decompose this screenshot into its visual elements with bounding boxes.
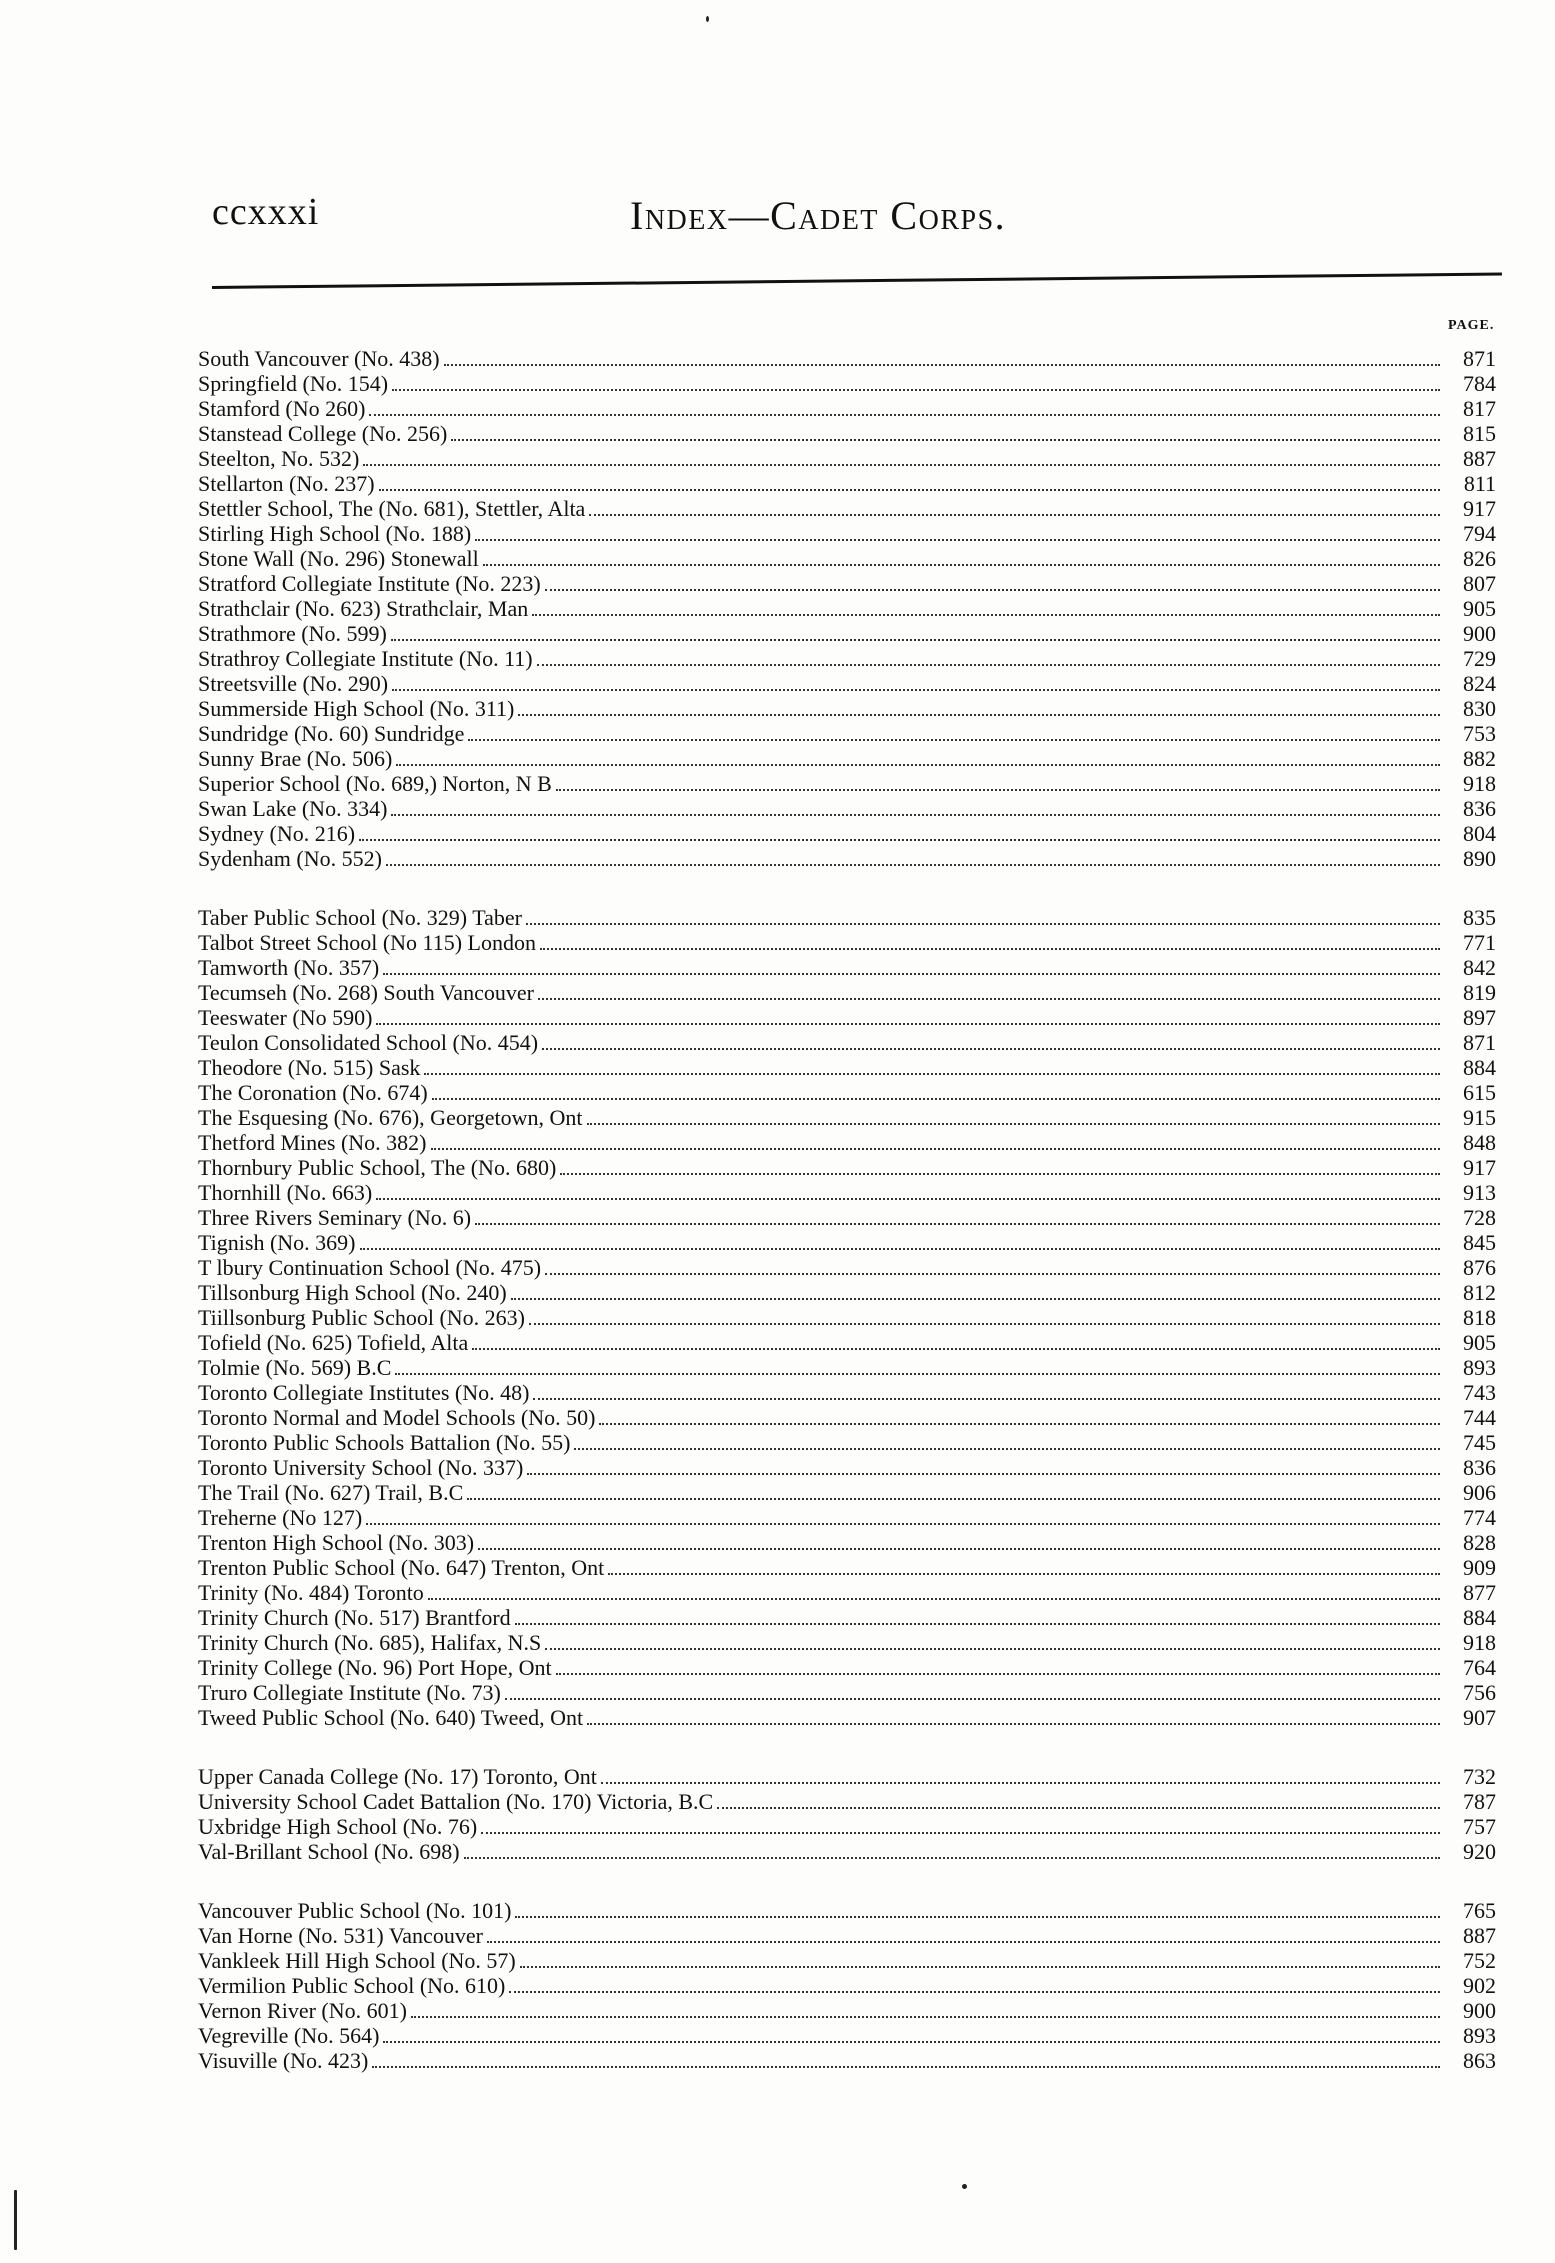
index-entry	[198, 1080, 1496, 1105]
entry-page-number: 906	[1463, 1480, 1496, 1505]
entry-page-number: 815	[1463, 421, 1496, 446]
entry-name: The Coronation (No. 674)	[198, 1080, 428, 1105]
index-entry	[198, 1355, 1496, 1380]
index-entry	[198, 1180, 1496, 1205]
page-number: ccxxxi	[212, 191, 320, 233]
scan-speck	[14, 2190, 17, 2250]
entry-page-number: 794	[1463, 521, 1496, 546]
dot-leader	[451, 423, 1440, 441]
entry-page-number: 917	[1463, 1155, 1496, 1180]
entry-name: Swan Lake (No. 334)	[198, 796, 388, 821]
entry-name: Trenton High School (No. 303)	[198, 1530, 475, 1555]
entry-page-number: 753	[1463, 721, 1496, 746]
dot-leader	[587, 1707, 1440, 1725]
dot-leader	[587, 1107, 1440, 1125]
dot-leader	[475, 523, 1440, 541]
entry-name: Vankleek Hill High School (No. 57)	[198, 1948, 516, 1973]
running-head-title: Index—Cadet Corps.	[630, 193, 1007, 238]
index-entry	[198, 821, 1496, 846]
index-entry	[198, 1998, 1496, 2023]
index-entry	[198, 596, 1496, 621]
entry-name: University School Cadet Battalion (No. 170) Victoria, B.C	[198, 1789, 714, 1814]
entry-name: Toronto University School (No. 337)	[198, 1455, 524, 1480]
entry-name: Tolmie (No. 569) B.C	[198, 1355, 392, 1380]
index-entry	[198, 1005, 1496, 1030]
entry-page-number: 917	[1463, 496, 1496, 521]
entry-name: Van Horne (No. 531) Vancouver	[198, 1923, 483, 1948]
entry-page-number: 757	[1463, 1814, 1496, 1839]
entry-page-number: 804	[1463, 821, 1496, 846]
dot-leader	[360, 1232, 1441, 1250]
index-entry	[198, 521, 1496, 546]
dot-leader	[538, 982, 1440, 1000]
entry-page-number: 787	[1463, 1789, 1496, 1814]
entry-name: Tofield (No. 625) Tofield, Alta	[198, 1330, 469, 1355]
entry-page-number: 884	[1463, 1605, 1496, 1630]
dot-leader	[533, 1382, 1440, 1400]
entry-page-number: 835	[1463, 905, 1496, 930]
scan-speck	[706, 16, 709, 22]
entry-page-number: 890	[1463, 846, 1496, 871]
entry-name: T lbury Continuation School (No. 475)	[198, 1255, 542, 1280]
index-entry	[198, 771, 1496, 796]
index-entry	[198, 1898, 1496, 1923]
page-column-label: PAGE.	[1448, 318, 1495, 333]
dot-leader	[478, 1532, 1440, 1550]
entry-page-number: 811	[1463, 471, 1496, 496]
dot-leader	[481, 1816, 1440, 1834]
index-entry	[198, 1105, 1496, 1130]
entry-page-number: 830	[1463, 696, 1496, 721]
entry-page-number: 897	[1463, 1005, 1496, 1030]
dot-leader	[560, 1157, 1440, 1175]
entry-name: Tiillsonburg Public School (No. 263)	[198, 1305, 525, 1330]
index-entry	[198, 471, 1496, 496]
dot-leader	[540, 932, 1440, 950]
dot-leader	[542, 1032, 1440, 1050]
dot-leader	[376, 1007, 1440, 1025]
entry-name: Tamworth (No. 357)	[198, 955, 380, 980]
entry-name: The Trail (No. 627) Trail, B.C	[198, 1480, 464, 1505]
dot-leader	[527, 1457, 1440, 1475]
entry-page-number: 848	[1463, 1130, 1496, 1155]
dot-leader	[515, 1900, 1440, 1918]
index-entry	[198, 571, 1496, 596]
dot-leader	[396, 748, 1440, 766]
dot-leader	[556, 773, 1440, 791]
index-entry	[198, 421, 1496, 446]
dot-leader	[520, 1950, 1440, 1968]
index-entry	[198, 1280, 1496, 1305]
entry-page-number: 918	[1463, 1630, 1496, 1655]
entry-name: The Esquesing (No. 676), Georgetown, Ont	[198, 1105, 583, 1130]
entry-page-number: 842	[1463, 955, 1496, 980]
dot-leader	[545, 1632, 1440, 1650]
index-block	[198, 1764, 1496, 1864]
entry-name: Toronto Public Schools Battalion (No. 55)	[198, 1430, 571, 1455]
index-entry	[198, 1205, 1496, 1230]
index-entry	[198, 1255, 1496, 1280]
index-entry	[198, 1455, 1496, 1480]
index-entry	[198, 1948, 1496, 1973]
entry-page-number: 884	[1463, 1055, 1496, 1080]
entry-name: Superior School (No. 689,) Norton, N B	[198, 771, 552, 796]
index-entry	[198, 496, 1496, 521]
entry-name: Stanstead College (No. 256)	[198, 421, 448, 446]
dot-leader	[529, 1307, 1440, 1325]
entry-page-number: 915	[1463, 1105, 1496, 1130]
dot-leader	[366, 1507, 1440, 1525]
dot-leader	[483, 548, 1440, 566]
entry-page-number: 877	[1463, 1580, 1496, 1605]
entry-name: Springfield (No. 154)	[198, 371, 389, 396]
entry-page-number: 784	[1463, 371, 1496, 396]
entry-name: Stamford (No 260)	[198, 396, 366, 421]
entry-name: Stone Wall (No. 296) Stonewall	[198, 546, 479, 571]
dot-leader	[472, 1332, 1440, 1350]
entry-page-number: 909	[1463, 1555, 1496, 1580]
entry-name: Steelton, No. 532)	[198, 446, 360, 471]
entry-page-number: 828	[1463, 1530, 1496, 1555]
index-entry	[198, 846, 1496, 871]
index-block	[198, 346, 1496, 871]
index-entry	[198, 1655, 1496, 1680]
index-entry	[198, 1330, 1496, 1355]
dot-leader	[395, 1357, 1440, 1375]
dot-leader	[464, 1841, 1440, 1859]
entry-name: South Vancouver (No. 438)	[198, 346, 440, 371]
index-entry	[198, 1480, 1496, 1505]
dot-leader	[537, 648, 1440, 666]
entry-name: Sundridge (No. 60) Sundridge	[198, 721, 465, 746]
dot-leader	[608, 1557, 1440, 1575]
index-entry	[198, 396, 1496, 421]
entry-page-number: 907	[1463, 1705, 1496, 1730]
entry-name: Truro Collegiate Institute (No. 73)	[198, 1680, 501, 1705]
entry-page-number: 765	[1463, 1898, 1496, 1923]
index-entry	[198, 1605, 1496, 1630]
header-rule	[212, 272, 1502, 289]
index-entry	[198, 696, 1496, 721]
index-entry	[198, 1555, 1496, 1580]
entry-name: Toronto Normal and Model Schools (No. 50)	[198, 1405, 596, 1430]
entry-name: Tecumseh (No. 268) South Vancouver	[198, 980, 534, 1005]
index-entry	[198, 1814, 1496, 1839]
index-entry	[198, 930, 1496, 955]
dot-leader	[532, 598, 1440, 616]
dot-leader	[432, 1082, 1440, 1100]
dot-leader	[509, 1975, 1440, 1993]
index-entry	[198, 1789, 1496, 1814]
index-entry	[198, 1705, 1496, 1730]
entry-name: Tignish (No. 369)	[198, 1230, 356, 1255]
index-entry	[198, 1305, 1496, 1330]
index-entry	[198, 621, 1496, 646]
dot-leader	[372, 2050, 1440, 2068]
entry-name: Trinity College (No. 96) Port Hope, Ont	[198, 1655, 552, 1680]
entry-page-number: 743	[1463, 1380, 1496, 1405]
entry-name: Sunny Brae (No. 506)	[198, 746, 393, 771]
dot-leader	[428, 1582, 1440, 1600]
entry-name: Strathclair (No. 623) Strathclair, Man	[198, 596, 529, 621]
index-entry	[198, 1630, 1496, 1655]
entry-page-number: 900	[1463, 1998, 1496, 2023]
entry-name: Taber Public School (No. 329) Taber	[198, 905, 522, 930]
index-entry	[198, 1580, 1496, 1605]
dot-leader	[556, 1657, 1440, 1675]
entry-name: Stettler School, The (No. 681), Stettler, Alta	[198, 496, 586, 521]
entry-page-number: 836	[1463, 796, 1496, 821]
entry-name: Visuville (No. 423)	[198, 2048, 369, 2073]
entry-name: Treherne (No 127)	[198, 1505, 363, 1530]
entry-page-number: 863	[1463, 2048, 1496, 2073]
entry-page-number: 824	[1463, 671, 1496, 696]
entry-name: Sydenham (No. 552)	[198, 846, 382, 871]
index-entry	[198, 1430, 1496, 1455]
dot-leader	[475, 1207, 1440, 1225]
index-entry	[198, 955, 1496, 980]
index-entry	[198, 546, 1496, 571]
index-entry	[198, 1055, 1496, 1080]
index-entry	[198, 1030, 1496, 1055]
entry-name: Vermilion Public School (No. 610)	[198, 1973, 506, 1998]
dot-leader	[515, 1607, 1440, 1625]
entry-page-number: 819	[1463, 980, 1496, 1005]
index-entry	[198, 646, 1496, 671]
entry-page-number: 729	[1463, 646, 1496, 671]
entry-page-number: 818	[1463, 1305, 1496, 1330]
index-entry	[198, 1130, 1496, 1155]
entry-name: Talbot Street School (No 115) London	[198, 930, 536, 955]
entry-page-number: 744	[1463, 1405, 1496, 1430]
entry-name: Vernon River (No. 601)	[198, 1998, 407, 2023]
index-entry	[198, 346, 1496, 371]
scan-speck	[962, 2184, 967, 2189]
entry-name: Thetford Mines (No. 382)	[198, 1130, 427, 1155]
entry-page-number: 807	[1463, 571, 1496, 596]
entry-name: Trinity Church (No. 517) Brantford	[198, 1605, 511, 1630]
dot-leader	[369, 398, 1440, 416]
entry-page-number: 905	[1463, 596, 1496, 621]
index-entry	[198, 905, 1496, 930]
dot-leader	[518, 698, 1440, 716]
index-entry	[198, 1505, 1496, 1530]
entry-page-number: 845	[1463, 1230, 1496, 1255]
entry-page-number: 893	[1463, 1355, 1496, 1380]
index-entry	[198, 980, 1496, 1005]
index-entry	[198, 1839, 1496, 1864]
entry-name: Thornhill (No. 663)	[198, 1180, 373, 1205]
entry-name: Tweed Public School (No. 640) Tweed, Ont	[198, 1705, 584, 1730]
entry-page-number: 920	[1463, 1839, 1496, 1864]
dot-leader	[411, 2000, 1440, 2018]
entry-page-number: 913	[1463, 1180, 1496, 1205]
entry-name: Theodore (No. 515) Sask	[198, 1055, 421, 1080]
entry-page-number: 764	[1463, 1655, 1496, 1680]
index-entry	[198, 796, 1496, 821]
entry-page-number: 900	[1463, 621, 1496, 646]
entry-name: Trinity Church (No. 685), Halifax, N.S	[198, 1630, 542, 1655]
dot-leader	[526, 907, 1440, 925]
entry-name: Stellarton (No. 237)	[198, 471, 375, 496]
entry-page-number: 615	[1463, 1080, 1496, 1105]
index-list	[198, 346, 1496, 2107]
index-entry	[198, 671, 1496, 696]
entry-page-number: 887	[1463, 446, 1496, 471]
entry-page-number: 817	[1463, 396, 1496, 421]
entry-name: Vancouver Public School (No. 101)	[198, 1898, 512, 1923]
entry-name: Strathmore (No. 599)	[198, 621, 387, 646]
entry-name: Upper Canada College (No. 17) Toronto, Ont	[198, 1764, 597, 1789]
entry-name: Thornbury Public School, The (No. 680)	[198, 1155, 557, 1180]
index-entry	[198, 1764, 1496, 1789]
dot-leader	[505, 1682, 1440, 1700]
entry-name: Sydney (No. 216)	[198, 821, 356, 846]
dot-leader	[444, 348, 1440, 366]
entry-page-number: 745	[1463, 1430, 1496, 1455]
entry-name: Uxbridge High School (No. 76)	[198, 1814, 478, 1839]
entry-page-number: 871	[1463, 1030, 1496, 1055]
entry-page-number: 812	[1463, 1280, 1496, 1305]
dot-leader	[383, 957, 1440, 975]
entry-name: Toronto Collegiate Institutes (No. 48)	[198, 1380, 530, 1405]
dot-leader	[392, 373, 1440, 391]
index-entry	[198, 1155, 1496, 1180]
dot-leader	[359, 823, 1440, 841]
dot-leader	[386, 848, 1440, 866]
dot-leader	[363, 448, 1440, 466]
dot-leader	[487, 1925, 1440, 1943]
index-entry	[198, 746, 1496, 771]
entry-name: Summerside High School (No. 311)	[198, 696, 515, 721]
index-block	[198, 905, 1496, 1730]
entry-page-number: 893	[1463, 2023, 1496, 2048]
entry-page-number: 826	[1463, 546, 1496, 571]
dot-leader	[599, 1407, 1440, 1425]
dot-leader	[391, 623, 1440, 641]
dot-leader	[468, 723, 1440, 741]
dot-leader	[379, 473, 1440, 491]
dot-leader	[717, 1791, 1440, 1809]
entry-page-number: 876	[1463, 1255, 1496, 1280]
entry-name: Trinity (No. 484) Toronto	[198, 1580, 424, 1605]
index-entry	[198, 1380, 1496, 1405]
entry-page-number: 836	[1463, 1455, 1496, 1480]
dot-leader	[424, 1057, 1440, 1075]
index-entry	[198, 1405, 1496, 1430]
dot-leader	[511, 1282, 1440, 1300]
entry-page-number: 882	[1463, 746, 1496, 771]
entry-name: Stratford Collegiate Institute (No. 223)	[198, 571, 541, 596]
entry-page-number: 752	[1463, 1948, 1496, 1973]
entry-name: Teulon Consolidated School (No. 454)	[198, 1030, 539, 1055]
dot-leader	[431, 1132, 1440, 1150]
dot-leader	[392, 673, 1440, 691]
index-entry	[198, 371, 1496, 396]
entry-name: Teeswater (No 590)	[198, 1005, 373, 1030]
entry-page-number: 771	[1463, 930, 1496, 955]
index-entry	[198, 2023, 1496, 2048]
entry-page-number: 902	[1463, 1973, 1496, 1998]
index-entry	[198, 1530, 1496, 1555]
dot-leader	[574, 1432, 1440, 1450]
index-entry	[198, 1230, 1496, 1255]
dot-leader	[545, 1257, 1440, 1275]
entry-page-number: 887	[1463, 1923, 1496, 1948]
entry-page-number: 756	[1463, 1680, 1496, 1705]
entry-page-number: 918	[1463, 771, 1496, 796]
entry-page-number: 774	[1463, 1505, 1496, 1530]
index-block	[198, 1898, 1496, 2073]
dot-leader	[589, 498, 1440, 516]
entry-name: Streetsville (No. 290)	[198, 671, 389, 696]
entry-page-number: 905	[1463, 1330, 1496, 1355]
dot-leader	[391, 798, 1440, 816]
dot-leader	[383, 2025, 1440, 2043]
entry-name: Vegreville (No. 564)	[198, 2023, 380, 2048]
dot-leader	[376, 1182, 1440, 1200]
index-entry	[198, 1680, 1496, 1705]
index-entry	[198, 1973, 1496, 1998]
dot-leader	[467, 1482, 1440, 1500]
dot-leader	[545, 573, 1440, 591]
entry-name: Strathroy Collegiate Institute (No. 11)	[198, 646, 533, 671]
index-entry	[198, 1923, 1496, 1948]
index-entry	[198, 721, 1496, 746]
entry-page-number: 871	[1463, 346, 1496, 371]
dot-leader	[601, 1766, 1440, 1784]
entry-name: Three Rivers Seminary (No. 6)	[198, 1205, 472, 1230]
entry-name: Trenton Public School (No. 647) Trenton, Ont	[198, 1555, 605, 1580]
index-entry	[198, 446, 1496, 471]
entry-name: Stirling High School (No. 188)	[198, 521, 472, 546]
entry-page-number: 732	[1463, 1764, 1496, 1789]
index-entry	[198, 2048, 1496, 2073]
entry-page-number: 728	[1463, 1205, 1496, 1230]
entry-name: Tillsonburg High School (No. 240)	[198, 1280, 507, 1305]
entry-name: Val-Brillant School (No. 698)	[198, 1839, 460, 1864]
